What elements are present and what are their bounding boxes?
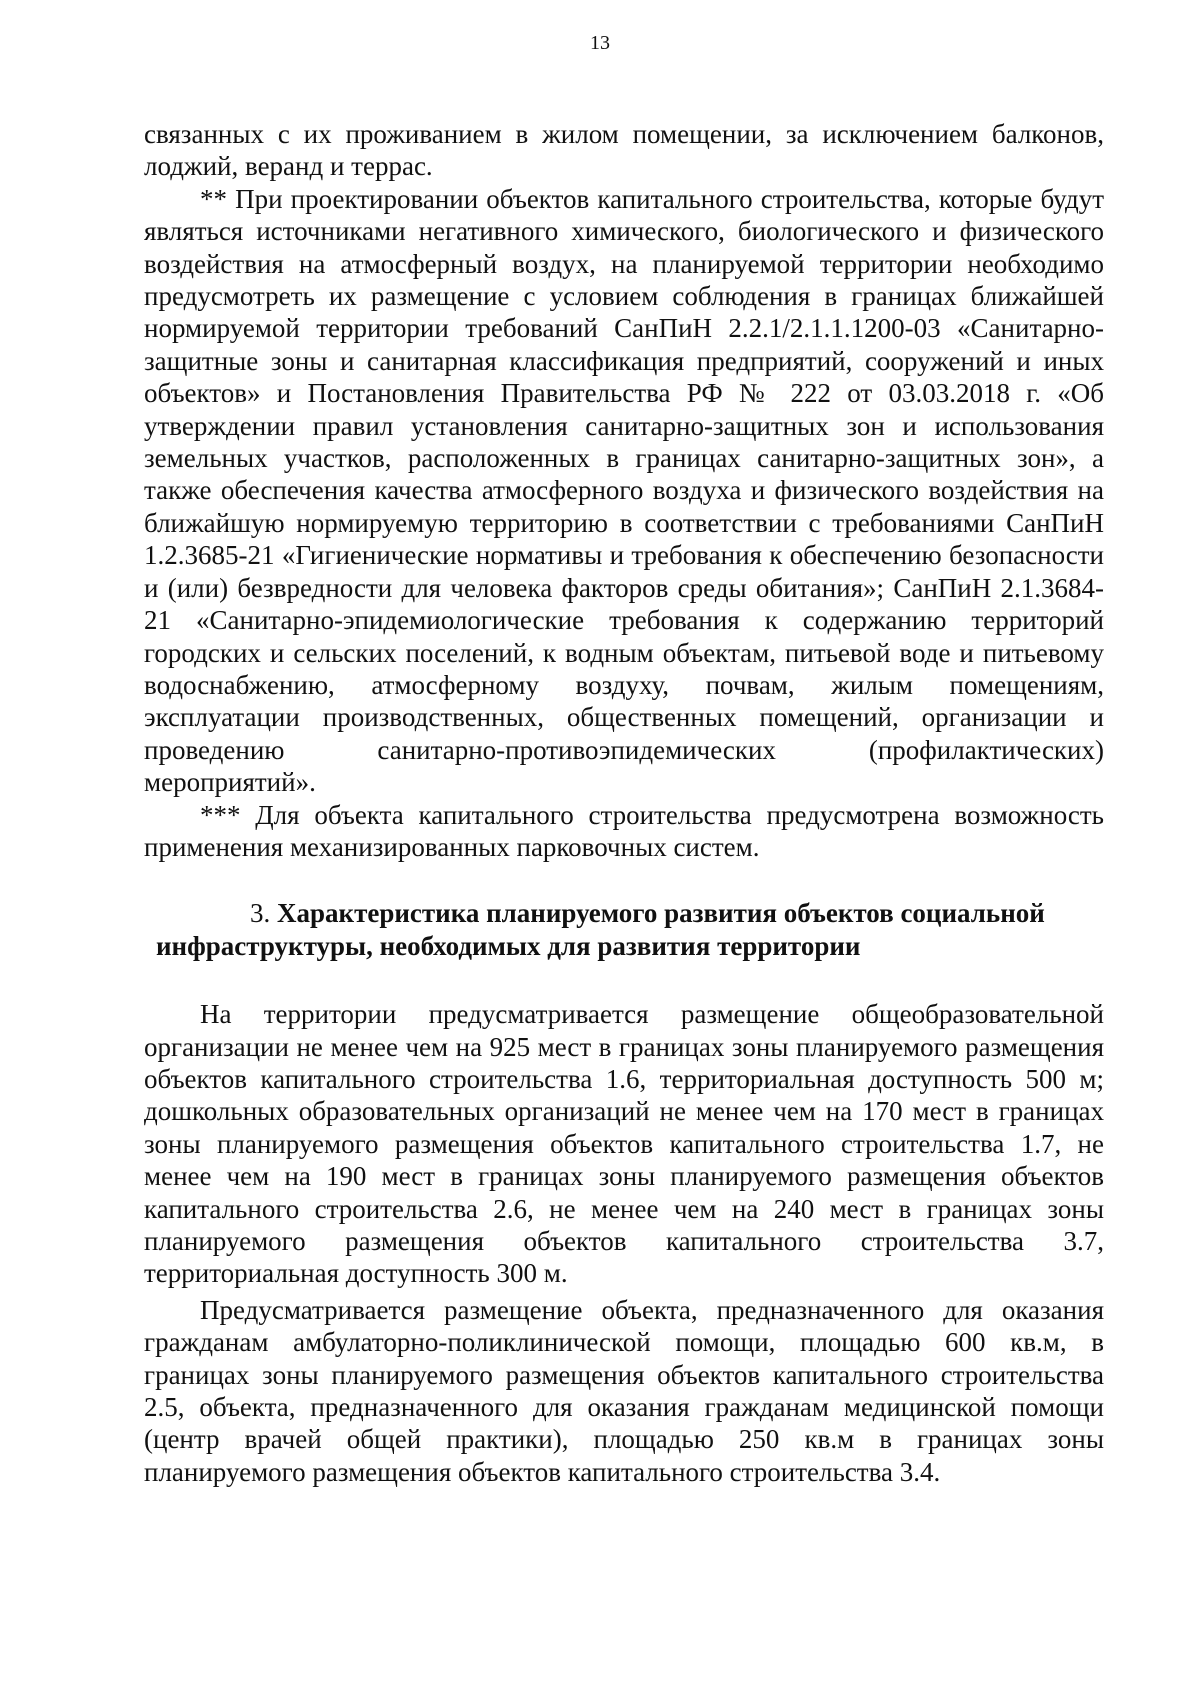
section-paragraph-medical: Предусматривается размещение объекта, предназначенного для оказания гражданам амбулаторно-поликлинической помощи, площадью 600 кв.м, в границах зоны планируемого размещения объектов капитального строительства 2.5, объекта, предназначенного для оказания гражданам медицинской помощи (центр врачей общей практики), площадью 250 кв.м в границах зоны планируемого размещения объектов капитального строительства 3.4.: [144, 1294, 1104, 1487]
footnote-triple-asterisk: *** Для объекта капитального строительства предусмотрена возможность применения механизированных парковочных систем.: [144, 799, 1104, 862]
footnote-double-asterisk: ** При проектировании объектов капитального строительства, которые будут являться источниками негативного химического, биологического и физического воздействия на атмосферный воздух, на планируемой территории необходимо предусмотреть их размещение с условием соблюдения в границах ближайшей нормируемой территории требований СанПиН 2.2.1/2.1.1.1200-03 «Санитарно-защитные зоны и санитарная классификация предприятий, сооружений и иных объектов» и Постановления Правительства РФ № 222 от 03.03.2018 г. «Об утверждении правил установления санитарно-защитных зон и использования земельных участков, расположенных в границах санитарно-защитных зон», а также обеспечения качества атмосферного воздуха и физического воздействия на ближайшую нормируемую территорию в соответствии с требованиями СанПиН 1.2.3685-21 «Гигиенические нормативы и требования к обеспечению безопасности и (или) безвредности для человека факторов среды обитания»; СанПиН 2.1.3684-21 «Санитарно-эпидемиологические требования к содержанию территорий городских и сельских поселений, к водным объектам, питьевой воде и питьевому водоснабжению, атмосферному воздуху, почвам, жилым помещениям, эксплуатации производственных, общественных помещений, организации и проведению санитарно-противоэпидемических (профилактических) мероприятий».: [144, 183, 1104, 798]
section-paragraph-education: На территории предусматривается размещение общеобразовательной организации не менее чем на 925 мест в границах зоны планируемого размещения объектов капитального строительства 1.6, территориальная доступность 500 м; дошкольных образовательных организаций не менее чем на 170 мест в границах зоны планируемого размещения объектов капитального строительства 1.7, не менее чем на 190 мест в границах зоны планируемого размещения объектов капитального строительства 2.6, не менее чем на 240 мест в границах зоны планируемого размещения объектов капитального строительства 3.7, территориальная доступность 300 м.: [144, 999, 1104, 1289]
section-title: Характеристика планируемого развития объектов социальной инфраструктуры, необходимых для развития территории: [156, 898, 1045, 961]
paragraph-continuation: связанных с их проживанием в жилом помещении, за исключением балконов, лоджий, веранд и террас.: [144, 119, 1104, 182]
page-content: [144, 118, 1104, 1488]
section-number: 3.: [250, 898, 271, 929]
section-heading: [156, 897, 1104, 962]
page-number: 13: [590, 32, 610, 54]
